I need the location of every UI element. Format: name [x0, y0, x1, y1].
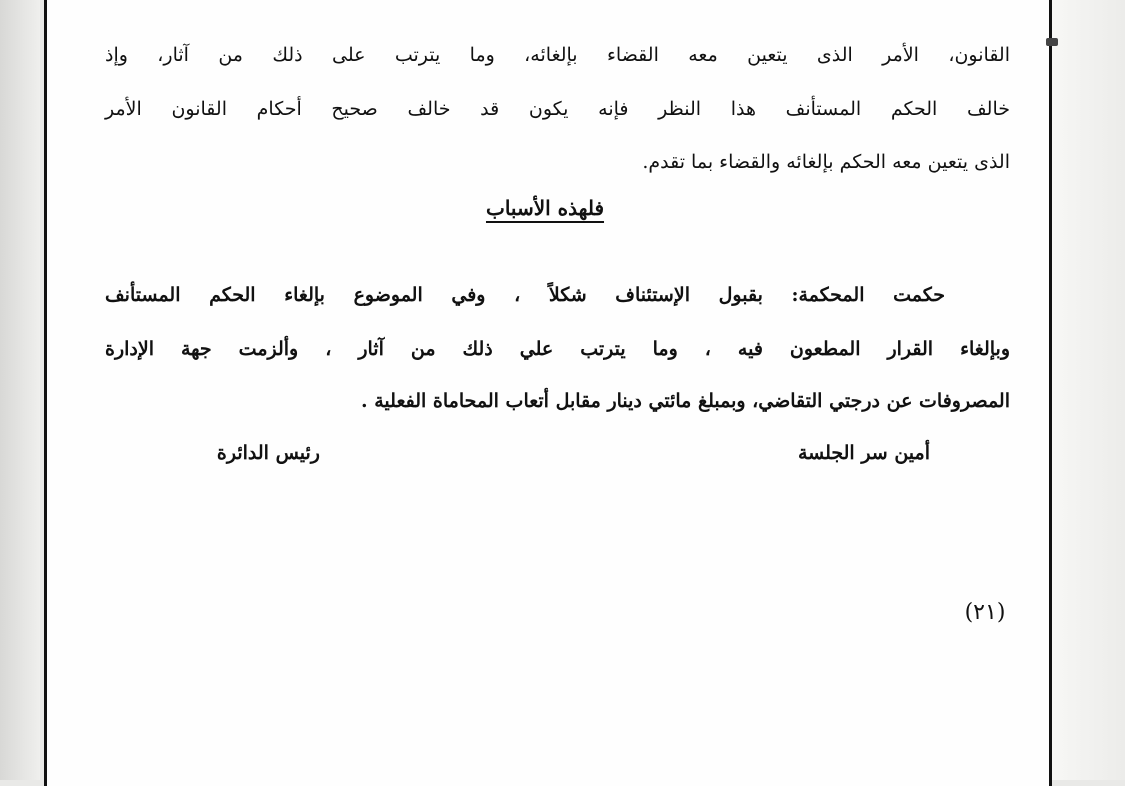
judgment-line: حكمت المحكمة: بقبول الإستئناف شكلاً ، وفي الموضوع بإلغاء الحكم المستأنف	[105, 284, 945, 306]
page-number: (٢١)	[964, 600, 1006, 625]
scan-margin-right	[1052, 0, 1125, 780]
scan-margin-left	[0, 0, 40, 780]
president-signature-label: رئيس الدائرة	[216, 442, 320, 464]
ink-mark	[1046, 38, 1058, 46]
secretary-signature-label: أمين سر الجلسة	[797, 442, 930, 464]
judgment-line: وبإلغاء القرار المطعون فيه ، وما يترتب علي ذلك من آثار ، وألزمت جهة الإدارة	[105, 338, 1010, 360]
paragraph-line: خالف الحكم المستأنف هذا النظر فإنه يكون قد خالف صحيح أحكام القانون الأمر	[105, 98, 1010, 120]
paragraph-line: الذى يتعين معه الحكم بإلغائه والقضاء بما تقدم.	[642, 151, 1010, 173]
judgment-line: المصروفات عن درجتي التقاضي، وبمبلغ مائتي دينار مقابل أتعاب المحاماة الفعلية .	[361, 390, 1010, 412]
paragraph-line: القانون، الأمر الذى يتعين معه القضاء بإلغائه، وما يترتب على ذلك من آثار، وإذ	[105, 44, 1010, 66]
section-heading: فلهذه الأسباب	[485, 196, 605, 220]
